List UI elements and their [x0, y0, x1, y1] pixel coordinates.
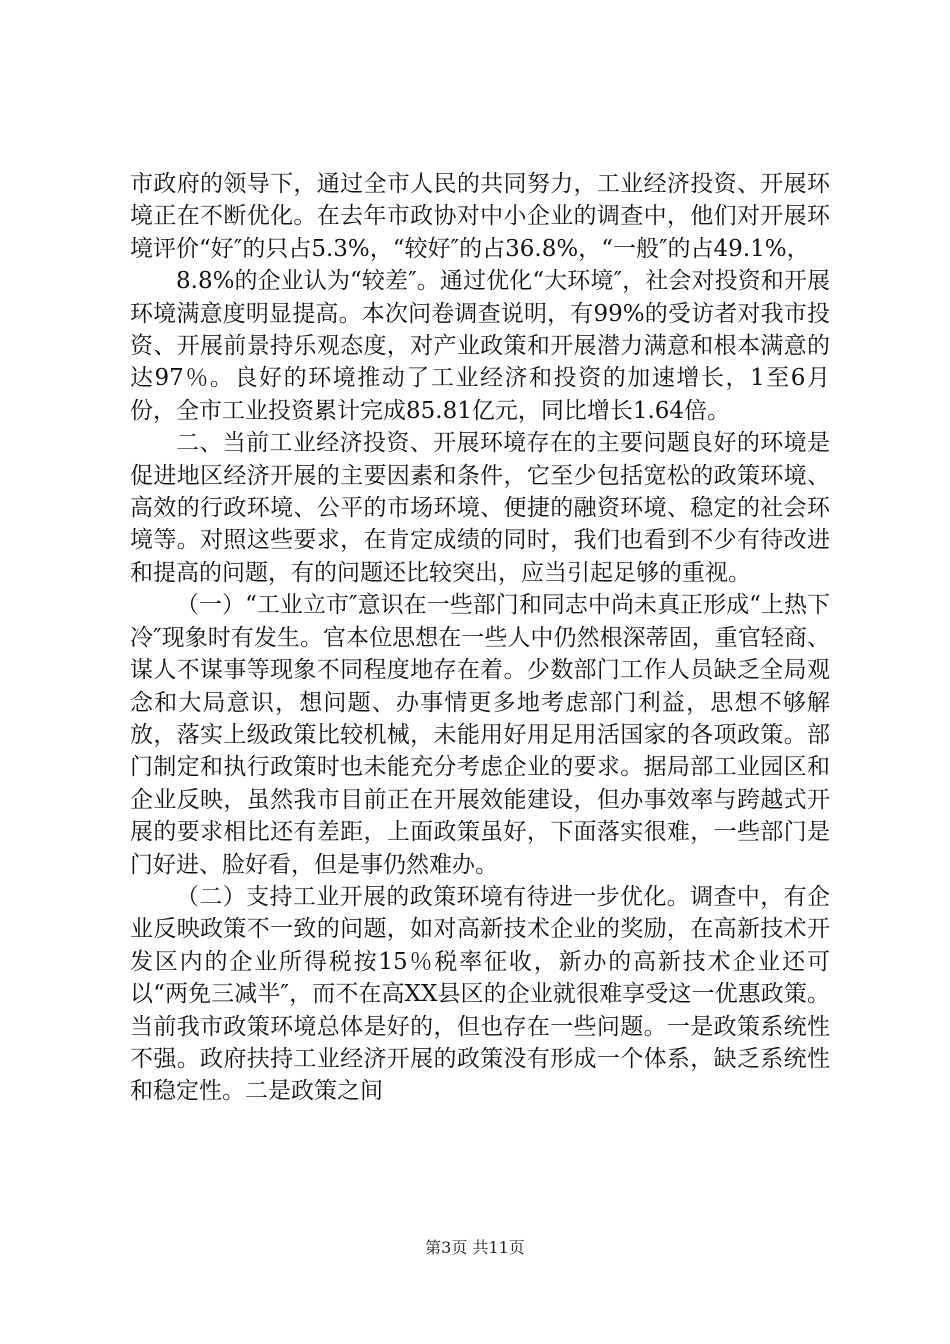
paragraph-item-one: （一）“工业立市″意识在一些部门和同志中尚未真正形成“上热下冷″现象时有发生。官本位思想在一些人中仍然根深蒂固，重官轻商、谋人不谋事等现象不同程度地存在着。少数部门工作人员缺乏全局观念和大局意识，想问题、办事情更多地考虑部门利益，思想不够解放，落实上级政策比较机械，未能用好用足用活国家的各项政策。部门制定和执行政策时也未能充分考虑企业的要求。据局部工业园区和企业反映，虽然我市目前正在开展效能建设，但办事效率与跨越式开展的要求相比还有差距，上面政策虽好，下面落实很难，一些部门是门好进、脸好看，但是事仍然难办。	[130, 592, 830, 878]
paragraph-continuation: 市政府的领导下，通过全市人民的共同努力，工业经济投资、开展环境正在不断优化。在去年市政协对中小企业的调查中，他们对开展环境评价“好″的只占5.3%，“较好″的占36.8%，“一般″的占49.1%，	[130, 171, 830, 262]
paragraph-satisfaction: 8.8%的企业认为“较差″。通过优化“大环境″，社会对投资和开展环境满意度明显提高。本次问卷调查说明，有99%的受访者对我市投资、开展前景持乐观态度，对产业政策和开展潜力满意和根本满意的达97％。良好的环境推动了工业经济和投资的加速增长，1至6月份，全市工业投资累计完成85.81亿元，同比增长1.64倍。	[130, 268, 830, 424]
paragraph-section-two: 二、当前工业经济投资、开展环境存在的主要问题良好的环境是促进地区经济开展的主要因素和条件，它至少包括宽松的政策环境、高效的行政环境、公平的市场环境、便捷的融资环境、稳定的社会环境等。对照这些要求，在肯定成绩的同时，我们也看到不少有待改进和提高的问题，有的问题还比较突出，应当引起足够的重视。	[130, 430, 830, 586]
paragraph-item-two: （二）支持工业开展的政策环境有待进一步优化。调查中，有企业反映政策不一致的问题，如对高新技术企业的奖励，在高新技术开发区内的企业所得税按15％税率征收，新办的高新技术企业还可以“两免三减半″，而不在高XX县区的企业就很难享受这一优惠政策。当前我市政策环境总体是好的，但也存在一些问题。一是政策系统性不强。政府扶持工业经济开展的政策没有形成一个体系，缺乏系统性和稳定性。二是政策之间	[130, 883, 830, 1105]
page-number-footer: 第3页 共11页	[425, 1238, 525, 1257]
document-body	[130, 168, 830, 1108]
